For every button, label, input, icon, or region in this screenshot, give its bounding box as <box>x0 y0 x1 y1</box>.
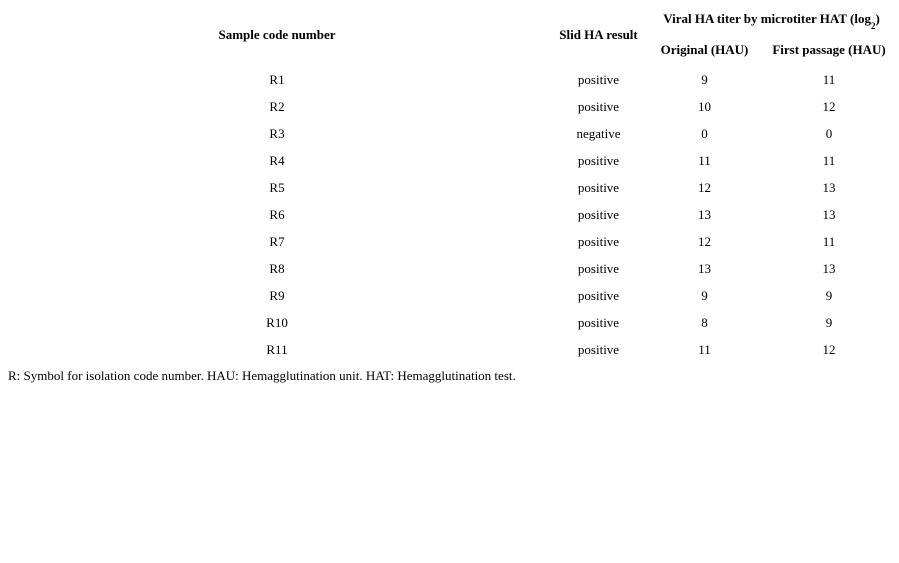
cell-sample-code: R9 <box>269 287 285 303</box>
cell-first-passage-hau: 0 <box>825 125 833 141</box>
table-body <box>4 64 896 363</box>
cell-sample-code: R6 <box>269 206 285 222</box>
cell-first-passage-hau: 11 <box>822 71 836 87</box>
cell-slid-ha-result: negative <box>576 125 621 141</box>
cell-original-hau: 11 <box>698 341 711 357</box>
cell-slid-ha-result: positive <box>577 98 620 114</box>
cell-sample-code: R8 <box>269 260 285 276</box>
cell-sample-code: R1 <box>269 71 285 87</box>
table-row <box>4 93 896 120</box>
header-slid-ha-result: Slid HA result <box>559 26 638 42</box>
cell-original-hau: 11 <box>698 152 711 168</box>
cell-slid-ha-result: positive <box>577 152 620 168</box>
cell-slid-ha-result: positive <box>577 206 620 222</box>
table-row <box>4 282 896 309</box>
cell-sample-code: R11 <box>266 341 288 357</box>
table-row <box>4 64 896 93</box>
header-original: Original (HAU) <box>660 41 749 57</box>
cell-original-hau: 10 <box>698 98 711 114</box>
header-viral-ha-titer-text: Viral HA titer by microtiter HAT (log <box>663 11 871 27</box>
table-footnote: R: Symbol for isolation code number. HAU: Hemagglutination unit. HAT: Hemagglutination test. <box>8 368 516 383</box>
header-viral-ha-titer-close: ) <box>875 11 880 27</box>
cell-sample-code: R3 <box>269 125 285 141</box>
table-row <box>4 174 896 201</box>
header-viral-ha-titer <box>647 5 896 35</box>
cell-first-passage-hau: 13 <box>822 206 836 222</box>
cell-sample-code: R4 <box>269 152 285 168</box>
cell-first-passage-hau: 12 <box>822 98 836 114</box>
results-table <box>4 5 896 363</box>
header-first-passage: First passage (HAU) <box>772 41 886 57</box>
cell-first-passage-hau: 11 <box>822 233 836 249</box>
table-row <box>4 201 896 228</box>
cell-slid-ha-result: positive <box>577 260 620 276</box>
cell-first-passage-hau: 9 <box>825 287 833 303</box>
cell-slid-ha-result: positive <box>577 179 620 195</box>
cell-original-hau: 8 <box>701 314 708 330</box>
header-viral-ha-titer-subscript: 2 <box>870 20 876 31</box>
cell-original-hau: 13 <box>698 206 711 222</box>
cell-sample-code: R2 <box>269 98 285 114</box>
cell-original-hau: 9 <box>701 287 708 303</box>
cell-first-passage-hau: 11 <box>822 152 836 168</box>
cell-slid-ha-result: positive <box>577 314 620 330</box>
cell-sample-code: R5 <box>269 179 285 195</box>
cell-sample-code: R7 <box>269 233 285 249</box>
table-row <box>4 120 896 147</box>
cell-slid-ha-result: positive <box>577 233 620 249</box>
table-row <box>4 228 896 255</box>
table-row <box>4 255 896 282</box>
cell-first-passage-hau: 9 <box>825 314 833 330</box>
cell-first-passage-hau: 12 <box>822 341 836 357</box>
cell-original-hau: 12 <box>698 233 711 249</box>
cell-original-hau: 12 <box>698 179 711 195</box>
cell-original-hau: 9 <box>701 71 708 87</box>
cell-slid-ha-result: positive <box>577 341 620 357</box>
cell-first-passage-hau: 13 <box>822 179 836 195</box>
cell-original-hau: 0 <box>701 125 708 141</box>
cell-first-passage-hau: 13 <box>822 260 836 276</box>
cell-original-hau: 13 <box>698 260 711 276</box>
table-row <box>4 147 896 174</box>
table-row <box>4 336 896 363</box>
cell-slid-ha-result: positive <box>577 287 620 303</box>
cell-sample-code: R10 <box>266 314 288 330</box>
table-row <box>4 309 896 336</box>
cell-slid-ha-result: positive <box>577 71 620 87</box>
header-sample-code: Sample code number <box>218 26 336 42</box>
table-header <box>4 5 896 64</box>
